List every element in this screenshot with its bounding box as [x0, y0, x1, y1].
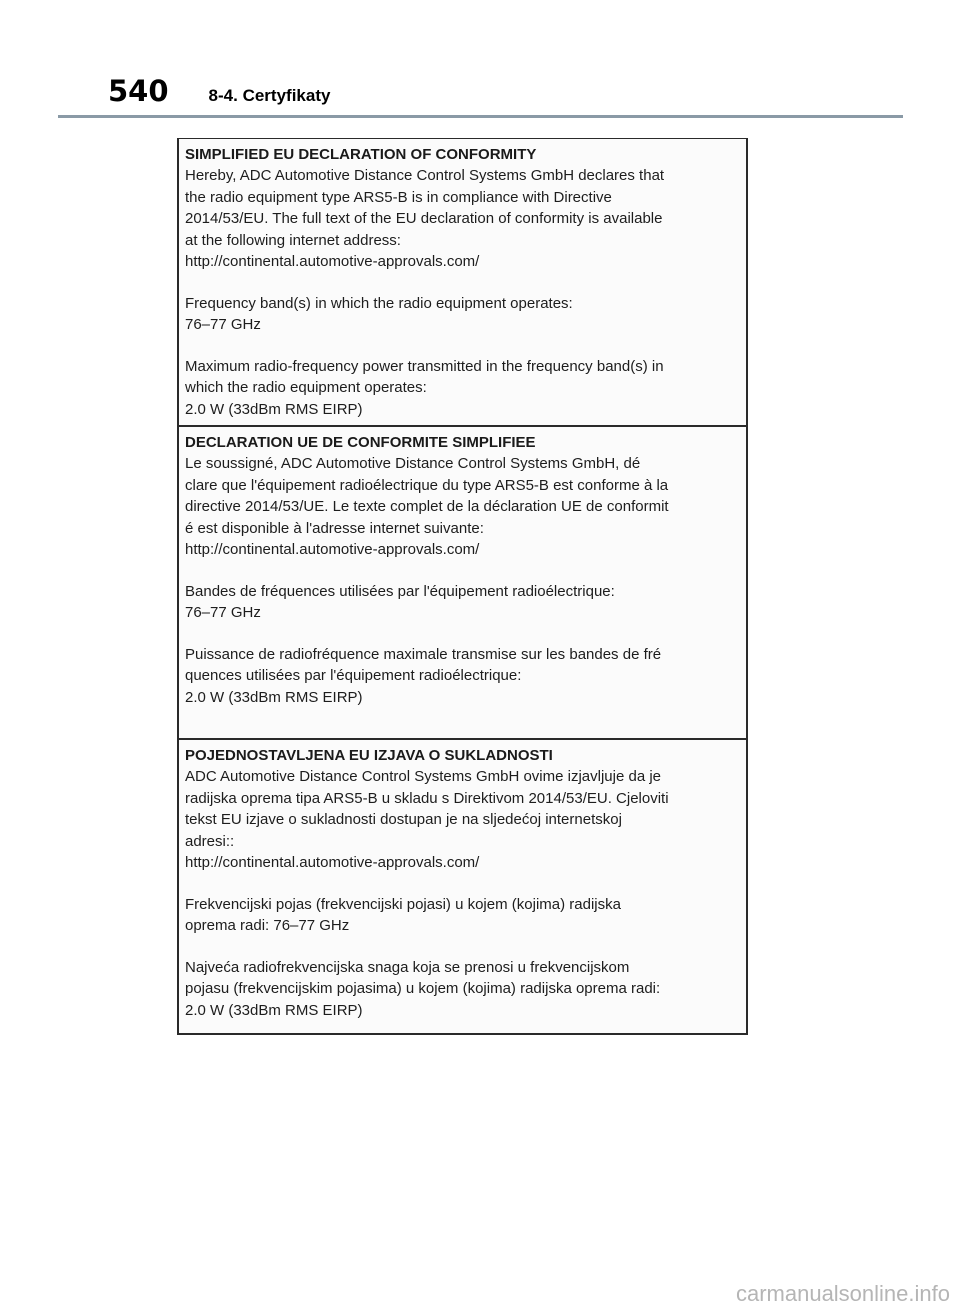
declaration-line: radijska oprema tipa ARS5-B u skladu s Direktivom 2014/53/EU. Cjeloviti — [185, 789, 669, 807]
declaration-block-en — [179, 139, 746, 425]
power-value: 2.0 W (33dBm RMS EIRP) — [185, 400, 363, 418]
declaration-line: clare que l'équipement radioélectrique du type ARS5-B est conforme à la — [185, 476, 669, 494]
power-line: Puissance de radiofréquence maximale transmise sur les bandes de fré — [185, 645, 662, 663]
frequency-line: Frequency band(s) in which the radio equipment operates: — [185, 294, 573, 312]
power-line: quences utilisées par l'équipement radioélectrique: — [185, 667, 522, 684]
declaration-url: http://continental.automotive-approvals.com/ — [185, 854, 480, 871]
declaration-line: at the following internet address: — [185, 231, 401, 249]
declaration-title: POJEDNOSTAVLJENA EU IZJAVA O SUKLADNOSTI — [185, 747, 553, 764]
declaration-block-hr — [179, 738, 746, 1033]
declaration-line: ADC Automotive Distance Control Systems GmbH ovime izjavljuje da je — [185, 768, 662, 785]
frequency-line: Frekvencijski pojas (frekvencijski pojasi) u kojem (kojima) radijska — [185, 895, 621, 913]
power-line: Najveća radiofrekvencijska snaga koja se prenosi u frekvencijskom — [185, 958, 630, 976]
section-title: 8-4. Certyfikaty — [208, 86, 331, 105]
power-line: Maximum radio-frequency power transmitted in the frequency band(s) in — [185, 357, 664, 375]
declaration-line: Le soussigné, ADC Automotive Distance Control Systems GmbH, dé — [185, 455, 641, 472]
declaration-line: é est disponible à l'adresse internet suivante: — [185, 519, 484, 537]
watermark: carmanualsonline.info — [735, 1281, 950, 1306]
frequency-value: 76–77 GHz — [185, 316, 261, 333]
power-value: 2.0 W (33dBm RMS EIRP) — [185, 688, 363, 706]
declaration-line: 2014/53/EU. The full text of the EU declaration of conformity is available — [185, 210, 663, 227]
power-value: 2.0 W (33dBm RMS EIRP) — [185, 1001, 363, 1019]
frequency-line: oprema radi: 76–77 GHz — [185, 917, 350, 934]
declaration-title: SIMPLIFIED EU DECLARATION OF CONFORMITY — [185, 146, 537, 163]
page-number: 540 — [108, 74, 169, 108]
declaration-line: Hereby, ADC Automotive Distance Control Systems GmbH declares that — [185, 167, 665, 184]
power-line: which the radio equipment operates: — [185, 379, 427, 396]
frequency-line: Bandes de fréquences utilisées par l'équipement radioélectrique: — [185, 582, 615, 600]
declaration-url: http://continental.automotive-approvals.com/ — [185, 541, 480, 558]
declaration-title: DECLARATION UE DE CONFORMITE SIMPLIFIEE — [185, 434, 536, 451]
frequency-value: 76–77 GHz — [185, 604, 261, 621]
declaration-scan — [177, 138, 748, 1035]
header-divider — [58, 115, 903, 118]
declaration-line: adresi:: — [185, 832, 235, 850]
declaration-line: directive 2014/53/UE. Le texte complet de la déclaration UE de conformit — [185, 498, 669, 515]
declaration-block-fr — [179, 425, 746, 738]
declaration-url: http://continental.automotive-approvals.com/ — [185, 253, 480, 270]
declaration-line: tekst EU izjave o sukladnosti dostupan je na sljedećoj internetskoj — [185, 811, 622, 828]
page-header — [108, 74, 330, 114]
power-line: pojasu (frekvencijskim pojasima) u kojem (kojima) radijska oprema radi: — [185, 980, 661, 997]
declaration-line: the radio equipment type ARS5-B is in compliance with Directive — [185, 188, 612, 206]
